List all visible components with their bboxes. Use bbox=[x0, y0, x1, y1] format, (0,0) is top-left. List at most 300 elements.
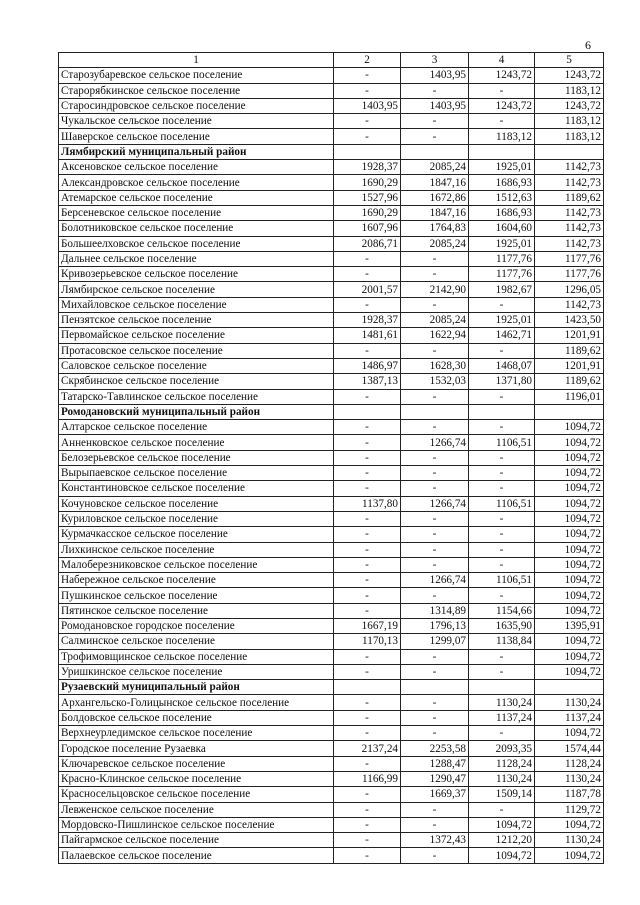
value-cell-c2: - bbox=[334, 756, 401, 771]
table-row bbox=[59, 588, 604, 603]
value-cell-c3: 1672,86 bbox=[401, 190, 469, 205]
value-cell-c4: - bbox=[469, 802, 535, 817]
value-cell-c5: 1296,05 bbox=[535, 282, 604, 297]
value-cell-c5: 1137,24 bbox=[535, 710, 604, 725]
settlement-name: Первомайское сельское поселение bbox=[59, 328, 334, 343]
value-cell-c2: - bbox=[334, 251, 401, 266]
value-cell-c3 bbox=[401, 404, 469, 419]
value-cell-c4: 1177,76 bbox=[469, 251, 535, 266]
table-row bbox=[59, 205, 604, 220]
value-cell-c2: 2001,57 bbox=[334, 282, 401, 297]
settlement-name: Большеелховское сельское поселение bbox=[59, 236, 334, 251]
settlement-name: Уришкинское сельское поселение bbox=[59, 664, 334, 679]
value-cell-c4: 1604,60 bbox=[469, 221, 535, 236]
value-cell-c3: - bbox=[401, 481, 469, 496]
value-cell-c3: - bbox=[401, 129, 469, 144]
value-cell-c4: - bbox=[469, 389, 535, 404]
value-cell-c2: 1928,37 bbox=[334, 313, 401, 328]
value-cell-c4: - bbox=[469, 664, 535, 679]
value-cell-c5: 1094,72 bbox=[535, 664, 604, 679]
value-cell-c4: 1462,71 bbox=[469, 328, 535, 343]
value-cell-c5: 1094,72 bbox=[535, 496, 604, 511]
value-cell-c2: - bbox=[334, 129, 401, 144]
value-cell-c3 bbox=[401, 144, 469, 159]
value-cell-c2: - bbox=[334, 695, 401, 710]
table-row bbox=[59, 573, 604, 588]
value-cell-c3: - bbox=[401, 267, 469, 282]
settlement-name: Татарско-Тавлинское сельское поселение bbox=[59, 389, 334, 404]
value-cell-c4 bbox=[469, 144, 535, 159]
value-cell-c3: 2085,24 bbox=[401, 236, 469, 251]
value-cell-c4: - bbox=[469, 343, 535, 358]
value-cell-c3: 1847,16 bbox=[401, 175, 469, 190]
table-row bbox=[59, 420, 604, 435]
value-cell-c5: 1094,72 bbox=[535, 848, 604, 863]
table-row bbox=[59, 358, 604, 373]
table-row bbox=[59, 618, 604, 633]
value-cell-c3: - bbox=[401, 466, 469, 481]
value-cell-c5: 1142,73 bbox=[535, 175, 604, 190]
table-row bbox=[59, 297, 604, 312]
table-row bbox=[59, 511, 604, 526]
value-cell-c3: - bbox=[401, 527, 469, 542]
value-cell-c4: 1106,51 bbox=[469, 435, 535, 450]
value-cell-c3: - bbox=[401, 802, 469, 817]
table-row bbox=[59, 389, 604, 404]
settlement-name: Старосиндровское сельское поселение bbox=[59, 98, 334, 113]
value-cell-c5: 1187,78 bbox=[535, 787, 604, 802]
value-cell-c4: 1130,24 bbox=[469, 771, 535, 786]
value-cell-c2: - bbox=[334, 588, 401, 603]
table-row bbox=[59, 496, 604, 511]
table-row bbox=[59, 160, 604, 175]
section-row bbox=[59, 404, 604, 419]
value-cell-c3: 1847,16 bbox=[401, 205, 469, 220]
value-cell-c4: 1128,24 bbox=[469, 756, 535, 771]
value-cell-c3: 1372,43 bbox=[401, 833, 469, 848]
value-cell-c3: 1403,95 bbox=[401, 68, 469, 83]
value-cell-c5: 1201,91 bbox=[535, 328, 604, 343]
settlement-name: Кочуновское сельское поселение bbox=[59, 496, 334, 511]
value-cell-c3: 1266,74 bbox=[401, 573, 469, 588]
value-cell-c4: 1243,72 bbox=[469, 98, 535, 113]
header-row bbox=[59, 53, 604, 68]
value-cell-c5: 1189,62 bbox=[535, 343, 604, 358]
header-cell: 5 bbox=[535, 53, 604, 68]
settlement-name: Болдовское сельское поселение bbox=[59, 710, 334, 725]
value-cell-c4 bbox=[469, 404, 535, 419]
table-body bbox=[59, 68, 604, 863]
value-cell-c2: - bbox=[334, 297, 401, 312]
value-cell-c5 bbox=[535, 680, 604, 695]
value-cell-c3: 2085,24 bbox=[401, 160, 469, 175]
settlement-name: Пушкинское сельское поселение bbox=[59, 588, 334, 603]
settlement-name: Лямбирское сельское поселение bbox=[59, 282, 334, 297]
value-cell-c2: - bbox=[334, 527, 401, 542]
header-cell: 3 bbox=[401, 53, 469, 68]
value-cell-c4: 1925,01 bbox=[469, 236, 535, 251]
value-cell-c4: 1509,14 bbox=[469, 787, 535, 802]
value-cell-c4: 1154,66 bbox=[469, 603, 535, 618]
value-cell-c5: 1574,44 bbox=[535, 741, 604, 756]
value-cell-c3: 1266,74 bbox=[401, 435, 469, 450]
value-cell-c5: 1094,72 bbox=[535, 450, 604, 465]
value-cell-c4: 1686,93 bbox=[469, 175, 535, 190]
table-row bbox=[59, 771, 604, 786]
value-cell-c5: 1094,72 bbox=[535, 466, 604, 481]
value-cell-c4: 2093,35 bbox=[469, 741, 535, 756]
value-cell-c4: 1137,24 bbox=[469, 710, 535, 725]
table-row bbox=[59, 542, 604, 557]
value-cell-c5: 1142,73 bbox=[535, 297, 604, 312]
value-cell-c2: - bbox=[334, 726, 401, 741]
table-row bbox=[59, 787, 604, 802]
tariff-table bbox=[58, 52, 604, 864]
settlement-name: Шаверское сельское поселение bbox=[59, 129, 334, 144]
value-cell-c3: - bbox=[401, 649, 469, 664]
value-cell-c4: 1106,51 bbox=[469, 573, 535, 588]
settlement-name: Дальнее сельское поселение bbox=[59, 251, 334, 266]
value-cell-c4: - bbox=[469, 542, 535, 557]
value-cell-c3: 1532,03 bbox=[401, 374, 469, 389]
value-cell-c2: - bbox=[334, 802, 401, 817]
value-cell-c5: 1142,73 bbox=[535, 236, 604, 251]
value-cell-c5: 1094,72 bbox=[535, 481, 604, 496]
value-cell-c3: - bbox=[401, 817, 469, 832]
table-row bbox=[59, 741, 604, 756]
value-cell-c3: 1290,47 bbox=[401, 771, 469, 786]
value-cell-c4: 1094,72 bbox=[469, 817, 535, 832]
value-cell-c2: 1928,37 bbox=[334, 160, 401, 175]
value-cell-c3: - bbox=[401, 557, 469, 572]
value-cell-c5: 1142,73 bbox=[535, 221, 604, 236]
value-cell-c2: 1481,61 bbox=[334, 328, 401, 343]
table-row bbox=[59, 481, 604, 496]
value-cell-c4: - bbox=[469, 481, 535, 496]
value-cell-c3: 1622,94 bbox=[401, 328, 469, 343]
settlement-name: Пензятское сельское поселение bbox=[59, 313, 334, 328]
value-cell-c5: 1189,62 bbox=[535, 374, 604, 389]
value-cell-c4: 1925,01 bbox=[469, 160, 535, 175]
value-cell-c5: 1183,12 bbox=[535, 129, 604, 144]
settlement-name: Пятинское сельское поселение bbox=[59, 603, 334, 618]
value-cell-c5: 1129,72 bbox=[535, 802, 604, 817]
value-cell-c5: 1130,24 bbox=[535, 771, 604, 786]
value-cell-c2 bbox=[334, 404, 401, 419]
value-cell-c2: 1486,97 bbox=[334, 358, 401, 373]
table-row bbox=[59, 756, 604, 771]
value-cell-c4: 1982,67 bbox=[469, 282, 535, 297]
value-cell-c5: 1094,72 bbox=[535, 527, 604, 542]
value-cell-c5: 1177,76 bbox=[535, 251, 604, 266]
value-cell-c2: - bbox=[334, 466, 401, 481]
value-cell-c2: - bbox=[334, 817, 401, 832]
settlement-name: Пайгармское сельское поселение bbox=[59, 833, 334, 848]
table-row bbox=[59, 68, 604, 83]
value-cell-c2: - bbox=[334, 420, 401, 435]
settlement-name: Ромодановское городское поселение bbox=[59, 618, 334, 633]
value-cell-c5: 1128,24 bbox=[535, 756, 604, 771]
value-cell-c3: - bbox=[401, 695, 469, 710]
value-cell-c5: 1094,72 bbox=[535, 435, 604, 450]
settlement-name: Белозерьевское сельское поселение bbox=[59, 450, 334, 465]
value-cell-c5: 1094,72 bbox=[535, 726, 604, 741]
value-cell-c4: - bbox=[469, 466, 535, 481]
value-cell-c4: - bbox=[469, 649, 535, 664]
settlement-name: Алтарское сельское поселение bbox=[59, 420, 334, 435]
table-row bbox=[59, 833, 604, 848]
value-cell-c5: 1243,72 bbox=[535, 98, 604, 113]
value-cell-c5: 1142,73 bbox=[535, 160, 604, 175]
district-name: Рузаевский муниципальный район bbox=[59, 680, 334, 695]
settlement-name: Архангельско-Голицынское сельское поселение bbox=[59, 695, 334, 710]
settlement-name: Вырыпаевское сельское поселение bbox=[59, 466, 334, 481]
value-cell-c4: - bbox=[469, 83, 535, 98]
table-row bbox=[59, 343, 604, 358]
value-cell-c2 bbox=[334, 680, 401, 695]
value-cell-c5: 1130,24 bbox=[535, 833, 604, 848]
value-cell-c2: - bbox=[334, 450, 401, 465]
header-cell: 4 bbox=[469, 53, 535, 68]
table-row bbox=[59, 664, 604, 679]
value-cell-c2: - bbox=[334, 114, 401, 129]
value-cell-c4: 1130,24 bbox=[469, 695, 535, 710]
value-cell-c3: - bbox=[401, 664, 469, 679]
settlement-name: Лихкинское сельское поселение bbox=[59, 542, 334, 557]
value-cell-c4: - bbox=[469, 511, 535, 526]
value-cell-c3: 2253,58 bbox=[401, 741, 469, 756]
value-cell-c4: 1094,72 bbox=[469, 848, 535, 863]
value-cell-c5: 1177,76 bbox=[535, 267, 604, 282]
table-row bbox=[59, 129, 604, 144]
settlement-name: Аксеновское сельское поселение bbox=[59, 160, 334, 175]
settlement-name: Малоберезниковское сельское поселение bbox=[59, 557, 334, 572]
settlement-name: Атемарское сельское поселение bbox=[59, 190, 334, 205]
table-row bbox=[59, 267, 604, 282]
settlement-name: Болотниковское сельское поселение bbox=[59, 221, 334, 236]
table-row bbox=[59, 83, 604, 98]
value-cell-c3: - bbox=[401, 251, 469, 266]
value-cell-c3: - bbox=[401, 726, 469, 741]
settlement-name: Трофимовщинское сельское поселение bbox=[59, 649, 334, 664]
value-cell-c4: - bbox=[469, 450, 535, 465]
value-cell-c2: - bbox=[334, 389, 401, 404]
value-cell-c4: 1138,84 bbox=[469, 634, 535, 649]
table-row bbox=[59, 649, 604, 664]
settlement-name: Михайловское сельское поселение bbox=[59, 297, 334, 312]
value-cell-c2: - bbox=[334, 435, 401, 450]
settlement-name: Чукальское сельское поселение bbox=[59, 114, 334, 129]
settlement-name: Протасовское сельское поселение bbox=[59, 343, 334, 358]
table-row bbox=[59, 114, 604, 129]
table-row bbox=[59, 848, 604, 863]
section-row bbox=[59, 680, 604, 695]
settlement-name: Александровское сельское поселение bbox=[59, 175, 334, 190]
settlement-name: Набережное сельское поселение bbox=[59, 573, 334, 588]
settlement-name: Кривозерьевское сельское поселение bbox=[59, 267, 334, 282]
value-cell-c3: 1669,37 bbox=[401, 787, 469, 802]
table-row bbox=[59, 802, 604, 817]
value-cell-c4: 1106,51 bbox=[469, 496, 535, 511]
value-cell-c3: - bbox=[401, 83, 469, 98]
value-cell-c5: 1395,91 bbox=[535, 618, 604, 633]
settlement-name: Левженское сельское поселение bbox=[59, 802, 334, 817]
settlement-name: Старозубаревское сельское поселение bbox=[59, 68, 334, 83]
value-cell-c4: 1177,76 bbox=[469, 267, 535, 282]
value-cell-c5 bbox=[535, 144, 604, 159]
table-row bbox=[59, 175, 604, 190]
settlement-name: Константиновское сельское поселение bbox=[59, 481, 334, 496]
value-cell-c5: 1094,72 bbox=[535, 557, 604, 572]
value-cell-c5: 1094,72 bbox=[535, 588, 604, 603]
value-cell-c3: 1628,30 bbox=[401, 358, 469, 373]
value-cell-c2: - bbox=[334, 481, 401, 496]
value-cell-c3: - bbox=[401, 114, 469, 129]
table-row bbox=[59, 221, 604, 236]
settlement-name: Берсеневское сельское поселение bbox=[59, 205, 334, 220]
value-cell-c4: 1243,72 bbox=[469, 68, 535, 83]
value-cell-c3: 1288,47 bbox=[401, 756, 469, 771]
value-cell-c2: 1527,96 bbox=[334, 190, 401, 205]
value-cell-c2: 1137,80 bbox=[334, 496, 401, 511]
settlement-name: Красносельцовское сельское поселение bbox=[59, 787, 334, 802]
value-cell-c5: 1094,72 bbox=[535, 511, 604, 526]
value-cell-c2: - bbox=[334, 573, 401, 588]
value-cell-c2: 1387,13 bbox=[334, 374, 401, 389]
value-cell-c5: 1423,50 bbox=[535, 313, 604, 328]
value-cell-c3: - bbox=[401, 848, 469, 863]
value-cell-c2: 2137,24 bbox=[334, 741, 401, 756]
value-cell-c2: - bbox=[334, 343, 401, 358]
value-cell-c4: 1635,90 bbox=[469, 618, 535, 633]
value-cell-c4: 1686,93 bbox=[469, 205, 535, 220]
table-row bbox=[59, 450, 604, 465]
value-cell-c4: - bbox=[469, 726, 535, 741]
value-cell-c5: 1094,72 bbox=[535, 542, 604, 557]
value-cell-c5: 1094,72 bbox=[535, 573, 604, 588]
value-cell-c3 bbox=[401, 680, 469, 695]
value-cell-c2: - bbox=[334, 649, 401, 664]
table-row bbox=[59, 98, 604, 113]
page-number: 6 bbox=[585, 38, 591, 52]
value-cell-c4 bbox=[469, 680, 535, 695]
value-cell-c5: 1243,72 bbox=[535, 68, 604, 83]
table-row bbox=[59, 710, 604, 725]
value-cell-c5: 1142,73 bbox=[535, 205, 604, 220]
table-row bbox=[59, 557, 604, 572]
value-cell-c5: 1189,62 bbox=[535, 190, 604, 205]
settlement-name: Городское поселение Рузаевка bbox=[59, 741, 334, 756]
table-row bbox=[59, 282, 604, 297]
value-cell-c4: - bbox=[469, 557, 535, 572]
value-cell-c3: 2085,24 bbox=[401, 313, 469, 328]
value-cell-c5: 1094,72 bbox=[535, 649, 604, 664]
value-cell-c2: 1170,13 bbox=[334, 634, 401, 649]
value-cell-c4: - bbox=[469, 297, 535, 312]
value-cell-c3: - bbox=[401, 588, 469, 603]
value-cell-c2: - bbox=[334, 68, 401, 83]
value-cell-c2: - bbox=[334, 267, 401, 282]
value-cell-c2: - bbox=[334, 848, 401, 863]
table-row bbox=[59, 251, 604, 266]
settlement-name: Саловское сельское поселение bbox=[59, 358, 334, 373]
district-name: Лямбирский муниципальный район bbox=[59, 144, 334, 159]
value-cell-c2: - bbox=[334, 83, 401, 98]
value-cell-c3: 1314,89 bbox=[401, 603, 469, 618]
settlement-name: Скрябинское сельское поселение bbox=[59, 374, 334, 389]
value-cell-c2: - bbox=[334, 664, 401, 679]
settlement-name: Ключаревское сельское поселение bbox=[59, 756, 334, 771]
value-cell-c3: - bbox=[401, 542, 469, 557]
table-row bbox=[59, 374, 604, 389]
value-cell-c5: 1183,12 bbox=[535, 83, 604, 98]
value-cell-c2: - bbox=[334, 557, 401, 572]
value-cell-c5: 1094,72 bbox=[535, 603, 604, 618]
settlement-name: Курмачкасское сельское поселение bbox=[59, 527, 334, 542]
table-row bbox=[59, 313, 604, 328]
section-row bbox=[59, 144, 604, 159]
value-cell-c2: - bbox=[334, 833, 401, 848]
table-row bbox=[59, 603, 604, 618]
table-row bbox=[59, 435, 604, 450]
value-cell-c2: 2086,71 bbox=[334, 236, 401, 251]
value-cell-c3: - bbox=[401, 511, 469, 526]
value-cell-c5: 1196,01 bbox=[535, 389, 604, 404]
value-cell-c2: - bbox=[334, 511, 401, 526]
value-cell-c3: - bbox=[401, 420, 469, 435]
settlement-name: Салминское сельское поселение bbox=[59, 634, 334, 649]
table-row bbox=[59, 726, 604, 741]
value-cell-c3: - bbox=[401, 343, 469, 358]
value-cell-c2: - bbox=[334, 603, 401, 618]
settlement-name: Верхнеурледимское сельское поселение bbox=[59, 726, 334, 741]
value-cell-c4: - bbox=[469, 420, 535, 435]
settlement-name: Палаевское сельское поселение bbox=[59, 848, 334, 863]
table-row bbox=[59, 527, 604, 542]
value-cell-c4: 1371,80 bbox=[469, 374, 535, 389]
header-cell: 2 bbox=[334, 53, 401, 68]
table-row bbox=[59, 328, 604, 343]
value-cell-c3: - bbox=[401, 297, 469, 312]
value-cell-c3: 1266,74 bbox=[401, 496, 469, 511]
district-name: Ромодановский муниципальный район bbox=[59, 404, 334, 419]
value-cell-c4: 1512,63 bbox=[469, 190, 535, 205]
settlement-name: Старорябкинское сельское поселение bbox=[59, 83, 334, 98]
value-cell-c5: 1094,72 bbox=[535, 420, 604, 435]
table-row bbox=[59, 634, 604, 649]
settlement-name: Красно-Клинское сельское поселение bbox=[59, 771, 334, 786]
value-cell-c2: - bbox=[334, 710, 401, 725]
value-cell-c3: 2142,90 bbox=[401, 282, 469, 297]
value-cell-c3: - bbox=[401, 710, 469, 725]
value-cell-c4: 1212,20 bbox=[469, 833, 535, 848]
header-cell: 1 bbox=[59, 53, 334, 68]
value-cell-c2: 1667,19 bbox=[334, 618, 401, 633]
table-row bbox=[59, 190, 604, 205]
value-cell-c2: 1607,96 bbox=[334, 221, 401, 236]
value-cell-c4: - bbox=[469, 527, 535, 542]
value-cell-c5: 1094,72 bbox=[535, 634, 604, 649]
value-cell-c3: 1299,07 bbox=[401, 634, 469, 649]
value-cell-c2: - bbox=[334, 787, 401, 802]
value-cell-c5: 1183,12 bbox=[535, 114, 604, 129]
value-cell-c5: 1094,72 bbox=[535, 817, 604, 832]
value-cell-c2: - bbox=[334, 542, 401, 557]
settlement-name: Куриловское сельское поселение bbox=[59, 511, 334, 526]
table-row bbox=[59, 236, 604, 251]
value-cell-c5: 1201,91 bbox=[535, 358, 604, 373]
settlement-name: Анненковское сельское поселение bbox=[59, 435, 334, 450]
